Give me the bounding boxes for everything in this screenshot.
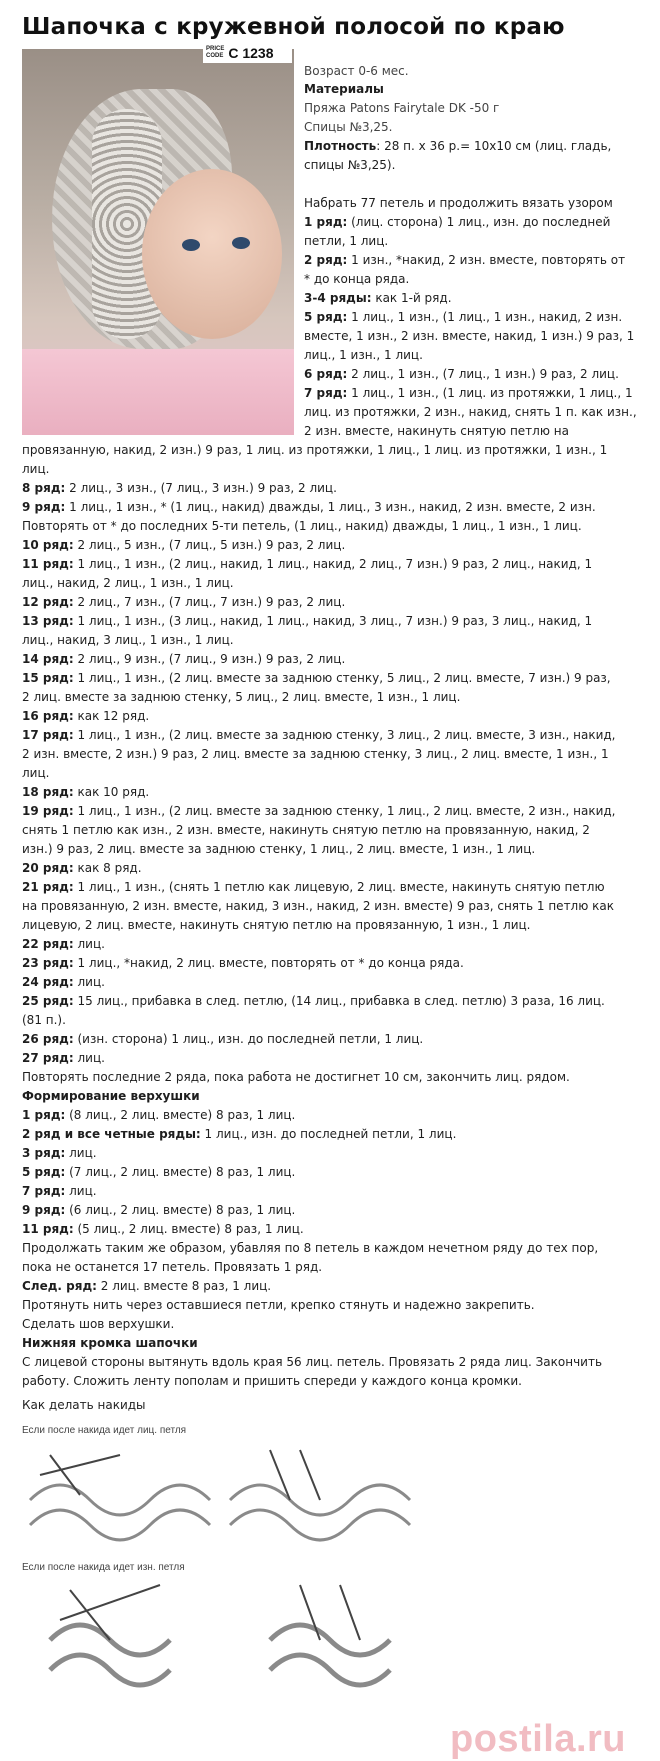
pattern-line: Повторять от * до последних 5-ти петель, (1 лиц., накид) дважды, 1 лиц., 1 изн., 1 лиц. [22, 519, 582, 533]
pattern-line: 9 ряд: 1 лиц., 1 изн., * (1 лиц., накид) дважды, 1 лиц., 3 изн., накид, 2 изн. вместе, 2 изн. [22, 500, 596, 514]
pattern-line: лиц. из протяжки, 2 изн., накид, снять 1 п. как изн., [304, 405, 637, 419]
pattern-line: 10 ряд: 2 лиц., 5 изн., (7 лиц., 5 изн.) 9 раз, 2 лиц. [22, 538, 346, 552]
purl-yarn-over-diagram [40, 1580, 460, 1690]
price-code: C 1238 [228, 45, 274, 61]
pattern-line: 2 изн. вместе, 2 изн.) 9 раз, 2 лиц. вместе за заднюю стенку, 3 лиц., 2 лиц. вместе, 1 изн., 1 [22, 747, 609, 761]
pattern-line: 2 ряд: 1 изн., *накид, 2 изн. вместе, повторять от [304, 253, 626, 267]
pattern-line: 23 ряд: 1 лиц., *накид, 2 лиц. вместе, повторять от * до конца ряда. [22, 956, 464, 970]
pattern-line: 24 ряд: лиц. [22, 975, 105, 989]
pattern-line: 15 ряд: 1 лиц., 1 изн., (2 лиц. вместе за заднюю стенку, 5 лиц., 2 лиц. вместе, 7 изн.) 9 раз, [22, 671, 611, 685]
cast-on-text: Набрать 77 петель и продолжить вязать узором [304, 196, 613, 210]
pattern-line: 2 ряд и все четные ряды: 1 лиц., изн. до последней петли, 1 лиц. [22, 1127, 457, 1141]
pattern-line: работу. Сложить ленту пополам и пришить спереди у каждого конца кромки. [22, 1374, 522, 1388]
pattern-line: 22 ряд: лиц. [22, 937, 105, 951]
baby-bonnet-photo [22, 49, 294, 435]
pattern-line: лиц. [22, 462, 50, 476]
watermark: postila.ru [450, 1718, 627, 1760]
density-line-2: спицы №3,25). [304, 158, 396, 172]
yarn-text: Пряжа Patons Fairytale DK -50 г [304, 101, 500, 115]
pattern-line: 5 ряд: (7 лиц., 2 лиц. вместе) 8 раз, 1 лиц. [22, 1165, 296, 1179]
pattern-line: (81 п.). [22, 1013, 66, 1027]
pattern-line: 9 ряд: (6 лиц., 2 лиц. вместе) 8 раз, 1 лиц. [22, 1203, 296, 1217]
pattern-line: лицевую, 2 лиц. вместе, накинуть снятую петлю на провязанную, 1 изн., 1 лиц. [22, 918, 531, 932]
pattern-line: снять 1 петлю как изн., 2 изн. вместе, накинуть снятую петлю на провязанную, накид, 2 [22, 823, 590, 837]
pattern-line: 27 ряд: лиц. [22, 1051, 105, 1065]
pattern-line: 1 ряд: (лиц. сторона) 1 лиц., изн. до последней [304, 215, 611, 229]
pattern-line: 1 ряд: (8 лиц., 2 лиц. вместе) 8 раз, 1 лиц. [22, 1108, 296, 1122]
pattern-line: * до конца ряда. [304, 272, 410, 286]
pattern-line: на провязанную, 2 изн. вместе, накид, 3 изн., накид, 2 изн. вместе) 9 раз, снять 1 петлю как [22, 899, 614, 913]
pattern-line: 14 ряд: 2 лиц., 9 изн., (7 лиц., 9 изн.) 9 раз, 2 лиц. [22, 652, 346, 666]
pattern-line: Сделать шов верхушки. [22, 1317, 175, 1331]
pattern-line: 21 ряд: 1 лиц., 1 изн., (снять 1 петлю как лицевую, 2 лиц. вместе, накинуть снятую петлю [22, 880, 605, 894]
pattern-line: След. ряд: 2 лиц. вместе 8 раз, 1 лиц. [22, 1279, 272, 1293]
pattern-line: 13 ряд: 1 лиц., 1 изн., (3 лиц., накид, 1 лиц., накид, 3 лиц., 7 изн.) 9 раз, 3 лиц., накид, 1 [22, 614, 593, 628]
pattern-line: 19 ряд: 1 лиц., 1 изн., (2 лиц. вместе за заднюю стенку, 1 лиц., 2 лиц. вместе, 2 изн., накид, [22, 804, 616, 818]
density-line-1: Плотность: 28 п. х 36 р.= 10х10 см (лиц. гладь, [304, 139, 612, 153]
pattern-line: 17 ряд: 1 лиц., 1 изн., (2 лиц. вместе за заднюю стенку, 3 лиц., 2 лиц. вместе, 3 изн., накид, [22, 728, 616, 742]
pattern-line: 6 ряд: 2 лиц., 1 изн., (7 лиц., 1 изн.) 9 раз, 2 лиц. [304, 367, 619, 381]
pattern-line: Протянуть нить через оставшиеся петли, крепко стянуть и надежно закрепить. [22, 1298, 535, 1312]
pattern-line: 3 ряд: лиц. [22, 1146, 97, 1160]
pattern-line: С лицевой стороны вытянуть вдоль края 56 лиц. петель. Провязать 2 ряда лиц. Закончить [22, 1355, 603, 1369]
diagram-caption-knit: Если после накида идет лиц. петля [22, 1425, 187, 1436]
pattern-line: 7 ряд: 1 лиц., 1 изн., (1 лиц. из протяжки, 1 лиц., 1 [304, 386, 633, 400]
age-text: Возраст 0-6 мес. [304, 64, 409, 78]
diagram-heading: Как делать накиды [22, 1398, 146, 1412]
price-label: PRICE [206, 46, 225, 52]
pattern-line: 20 ряд: как 8 ряд. [22, 861, 142, 875]
pattern-line: 12 ряд: 2 лиц., 7 изн., (7 лиц., 7 изн.) 9 раз, 2 лиц. [22, 595, 346, 609]
pattern-line: изн.) 9 раз, 2 лиц. вместе за заднюю стенку, 1 лиц., 2 лиц. вместе, 1 изн., 1 лиц. [22, 842, 536, 856]
pattern-line: лиц., 1 изн., 1 лиц. [304, 348, 423, 362]
diagram-caption-purl: Если после накида идет изн. петля [22, 1562, 185, 1573]
pattern-line: вместе, 1 изн., 2 изн. вместе, накид, 1 изн.) 9 раз, 1 [304, 329, 635, 343]
pattern-line: лиц., накид, 3 лиц., 1 изн., 1 лиц. [22, 633, 234, 647]
pattern-line: Повторять последние 2 ряда, пока работа не достигнет 10 см, закончить лиц. рядом. [22, 1070, 570, 1084]
pattern-line: 5 ряд: 1 лиц., 1 изн., (1 лиц., 1 изн., накид, 2 изн. [304, 310, 623, 324]
pattern-line: 2 лиц. вместе за заднюю стенку, 5 лиц., 2 лиц. вместе, 1 изн., 1 лиц. [22, 690, 461, 704]
knit-yarn-over-diagram [20, 1445, 440, 1545]
needles-text: Спицы №3,25. [304, 120, 393, 134]
pattern-line: 18 ряд: как 10 ряд. [22, 785, 150, 799]
pattern-line: лиц., накид, 2 лиц., 1 изн., 1 лиц. [22, 576, 234, 590]
pattern-line: пока не останется 17 петель. Провязать 1 ряд. [22, 1260, 323, 1274]
code-label: CODE [206, 53, 224, 59]
pattern-line: лиц. [22, 766, 50, 780]
pattern-line: Продолжать таким же образом, убавляя по 8 петель в каждом нечетном ряду до тех пор, [22, 1241, 599, 1255]
pattern-line: 7 ряд: лиц. [22, 1184, 97, 1198]
price-code-badge [203, 43, 292, 63]
pattern-line: 11 ряд: (5 лиц., 2 лиц. вместе) 8 раз, 1 лиц. [22, 1222, 304, 1236]
pattern-line: петли, 1 лиц. [304, 234, 389, 248]
pattern-line: 26 ряд: (изн. сторона) 1 лиц., изн. до последней петли, 1 лиц. [22, 1032, 424, 1046]
pattern-line: провязанную, накид, 2 изн.) 9 раз, 1 лиц. из протяжки, 1 лиц., 1 лиц. из протяжки, 1 изн., 1 [22, 443, 608, 457]
pattern-line: 3-4 ряды: как 1-й ряд. [304, 291, 452, 305]
pattern-line: 25 ряд: 15 лиц., прибавка в след. петлю, (14 лиц., прибавка в след. петлю) 3 раза, 16 лиц. [22, 994, 605, 1008]
pattern-line: 8 ряд: 2 лиц., 3 изн., (7 лиц., 3 изн.) 9 раз, 2 лиц. [22, 481, 337, 495]
pattern-line: 16 ряд: как 12 ряд. [22, 709, 150, 723]
page-title: Шапочка с кружевной полосой по краю [22, 14, 565, 40]
pattern-line: 2 изн. вместе, накинуть снятую петлю на [304, 424, 569, 438]
pattern-line: Формирование верхушки [22, 1089, 200, 1103]
materials-heading: Материалы [304, 82, 384, 96]
pattern-line: 11 ряд: 1 лиц., 1 изн., (2 лиц., накид, 1 лиц., накид, 2 лиц., 7 изн.) 9 раз, 2 лиц., накид, 1 [22, 557, 593, 571]
pattern-line: Нижняя кромка шапочки [22, 1336, 198, 1350]
